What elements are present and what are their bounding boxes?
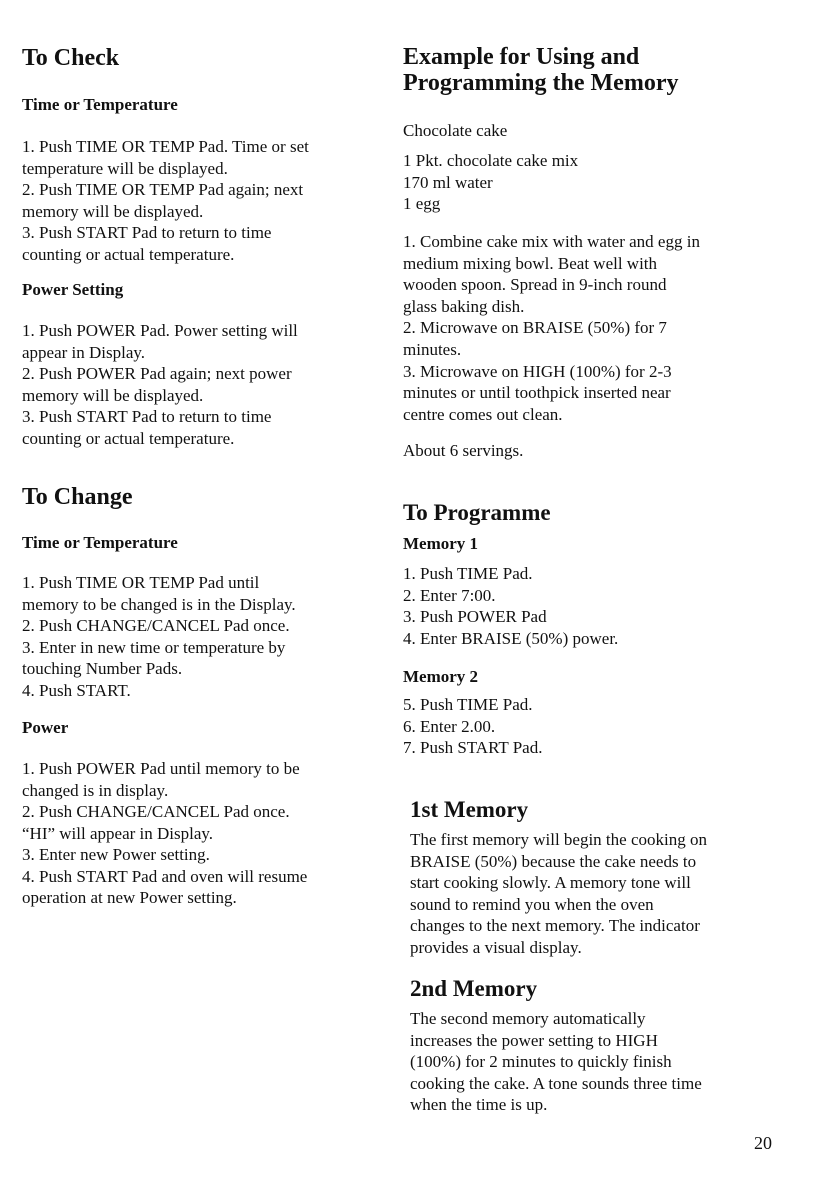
- text-line: provides a visual display.: [410, 937, 582, 957]
- page-number: 20: [754, 1133, 772, 1153]
- text-line: 3. Enter in new time or temperature by: [22, 637, 286, 657]
- to-check-title: To Check: [22, 45, 120, 71]
- to-change-power-text: [22, 758, 307, 909]
- text-line: touching Number Pads.: [22, 659, 183, 678]
- to-check-time-temp-text: [22, 136, 309, 265]
- memory-2-heading: Memory 2: [403, 667, 479, 686]
- to-change-title: To Change: [22, 484, 133, 510]
- servings: About 6 servings.: [403, 441, 524, 460]
- text-line: increases the power setting to HIGH: [410, 1030, 658, 1050]
- text-line: “HI” will appear in Display.: [22, 823, 214, 843]
- example-title: [403, 44, 678, 96]
- text-line: 6. Enter 2.00.: [403, 716, 496, 736]
- text-line: wooden spoon. Spread in 9-inch round: [403, 275, 667, 295]
- text-line: 2. Push TIME OR TEMP Pad again; next: [22, 180, 304, 199]
- text-line: minutes.: [403, 339, 462, 359]
- text-line: 3. Enter new Power setting.: [22, 845, 210, 864]
- text-line: (100%) for 2 minutes to quickly finish: [410, 1052, 672, 1071]
- text-line: 2. Push CHANGE/CANCEL Pad once.: [22, 802, 290, 821]
- text-line: sound to remind you when the oven: [410, 894, 654, 914]
- text-line: 3. Push POWER Pad: [403, 607, 547, 626]
- text-line: memory will be displayed.: [22, 201, 204, 221]
- to-change-time-temp-text: [22, 572, 296, 701]
- text-line: temperature will be displayed.: [22, 158, 228, 178]
- ingredient-item: 170 ml water: [403, 172, 493, 192]
- text-line: medium mixing bowl. Beat well with: [403, 253, 658, 273]
- text-line: when the time is up.: [410, 1095, 548, 1114]
- text-line: 2. Push POWER Pad again; next power: [22, 364, 292, 383]
- text-line: 2. Enter 7:00.: [403, 585, 496, 605]
- memory-1-heading: Memory 1: [403, 534, 479, 553]
- second-memory-title: 2nd Memory: [410, 976, 538, 1001]
- text-line: 2. Microwave on BRAISE (50%) for 7: [403, 318, 667, 338]
- memory-2-steps: [403, 694, 542, 759]
- memory-1-steps: [403, 563, 618, 649]
- text-line: operation at new Power setting.: [22, 888, 237, 907]
- text-line: memory will be displayed.: [22, 385, 204, 405]
- ingredient-item: 1 Pkt. chocolate cake mix: [403, 151, 579, 170]
- text-line: glass baking dish.: [403, 296, 525, 316]
- text-line: 4. Push START Pad and oven will resume: [22, 866, 308, 886]
- text-line: 4. Enter BRAISE (50%) power.: [403, 628, 619, 648]
- text-line: 2. Push CHANGE/CANCEL Pad once.: [22, 616, 290, 635]
- text-line: 1. Combine cake mix with water and egg in: [403, 232, 700, 251]
- text-line: appear in Display.: [22, 342, 146, 362]
- first-memory-title: 1st Memory: [410, 797, 529, 822]
- text-line: 1. Push TIME Pad.: [403, 564, 533, 583]
- ingredients-list: [403, 150, 578, 215]
- text-line: counting or actual temperature.: [22, 428, 235, 448]
- text-line: 3. Push START Pad to return to time: [22, 407, 272, 426]
- text-line: The first memory will begin the cooking on: [410, 830, 707, 849]
- text-line: 3. Microwave on HIGH (100%) for 2-3: [403, 361, 672, 381]
- text-line: 5. Push TIME Pad.: [403, 695, 533, 714]
- text-line: 1. Push POWER Pad. Power setting will: [22, 321, 298, 340]
- text-line: changed is in display.: [22, 780, 169, 800]
- first-memory-text: [410, 829, 707, 958]
- text-line: 1. Push TIME OR TEMP Pad until: [22, 573, 260, 592]
- to-change-power-heading: Power: [22, 718, 69, 737]
- text-line: start cooking slowly. A memory tone will: [410, 873, 691, 892]
- text-line: BRAISE (50%) because the cake needs to: [410, 851, 697, 871]
- to-programme-title: To Programme: [403, 500, 551, 525]
- ingredient-item: 1 egg: [403, 194, 441, 213]
- text-line: 1. Push TIME OR TEMP Pad. Time or set: [22, 137, 309, 156]
- text-line: centre comes out clean.: [403, 404, 563, 424]
- recipe-steps: [403, 231, 700, 425]
- text-line: 3. Push START Pad to return to time: [22, 223, 272, 242]
- second-memory-text: [410, 1008, 702, 1116]
- to-check-power-setting-text: [22, 320, 298, 449]
- text-line: cooking the cake. A tone sounds three time: [410, 1073, 702, 1093]
- title-line: Example for Using and: [403, 44, 640, 70]
- text-line: The second memory automatically: [410, 1009, 646, 1028]
- to-check-time-temp-heading: Time or Temperature: [22, 95, 178, 114]
- title-line: Programming the Memory: [403, 70, 679, 96]
- to-check-power-setting-heading: Power Setting: [22, 280, 124, 299]
- text-line: counting or actual temperature.: [22, 244, 235, 264]
- text-line: 1. Push POWER Pad until memory to be: [22, 759, 300, 778]
- recipe-name: Chocolate cake: [403, 121, 508, 140]
- to-change-time-temp-heading: Time or Temperature: [22, 533, 178, 552]
- text-line: minutes or until toothpick inserted near: [403, 383, 671, 403]
- text-line: 4. Push START.: [22, 680, 131, 700]
- text-line: 7. Push START Pad.: [403, 738, 543, 757]
- text-line: memory to be changed is in the Display.: [22, 594, 296, 614]
- text-line: changes to the next memory. The indicator: [410, 916, 700, 935]
